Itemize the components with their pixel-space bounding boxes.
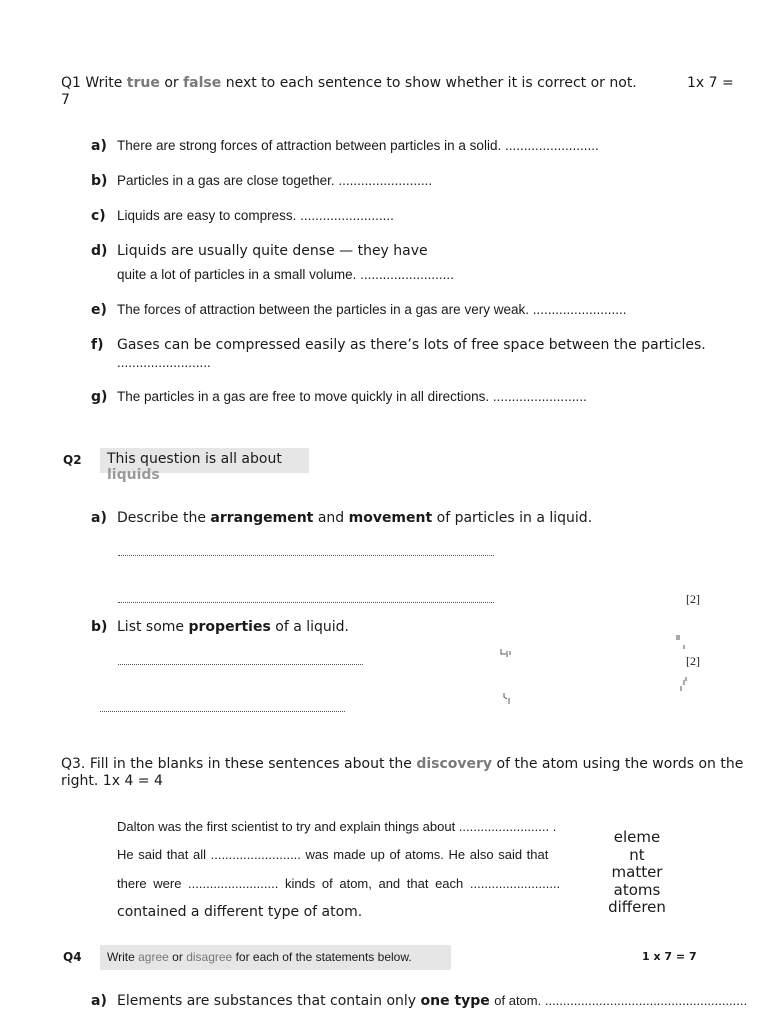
- q1-item-a-label: a): [91, 138, 107, 154]
- q4-a-label: a): [91, 993, 107, 1009]
- q1-item-g-label: g): [91, 389, 108, 405]
- q1-instruction: [61, 75, 637, 91]
- q2-b-answer-line-1[interactable]: [118, 664, 363, 665]
- q2-a-answer-line-1[interactable]: [118, 555, 494, 556]
- q4-banner-pre: Write: [107, 950, 135, 964]
- q1-word-true: true: [126, 75, 160, 91]
- q1-item-f-text: Gases can be compressed easily as there’s lots of free space between the particles.: [117, 337, 706, 353]
- q1-item-c-text: Liquids are easy to compress. .........................: [117, 208, 394, 223]
- q3-word-bank: [602, 829, 672, 917]
- q3-instruction: [61, 756, 743, 772]
- q4-label: Q4: [63, 950, 82, 964]
- scan-mark-2: [501, 691, 515, 707]
- q2-b-pre: List some: [117, 619, 185, 635]
- q2-a-pre: Describe the: [117, 510, 206, 526]
- q2-a-bold-arrangement: arrangement: [210, 510, 314, 526]
- q3-word-1: eleme: [613, 828, 661, 846]
- q3-head-pre: Q3. Fill in the blanks in these sentences about the: [61, 756, 412, 772]
- q2-banner: [100, 448, 309, 483]
- q2-label: Q2: [63, 453, 82, 467]
- q2-b-label: b): [91, 619, 108, 635]
- q2-b-text: [117, 619, 349, 635]
- q1-item-d-label: d): [91, 243, 108, 259]
- scan-mark-3: [674, 633, 688, 693]
- q1-item-b-text: Particles in a gas are close together. .........................: [117, 173, 433, 188]
- q3-word-3: matter: [611, 863, 663, 881]
- q2-a-answer-line-2[interactable]: [118, 602, 494, 603]
- q1-marks-wrap: 7: [61, 92, 70, 108]
- q2-a-post: of particles in a liquid.: [436, 510, 593, 526]
- q4-a-bold-one-type: one type: [420, 993, 490, 1009]
- q1-item-f-label: f): [91, 337, 104, 353]
- q1-item-c-label: c): [91, 208, 106, 224]
- q1-prefix: Q1 Write: [61, 75, 123, 91]
- q2-b-answer-line-2[interactable]: [100, 711, 345, 712]
- q2-a-marks: [2]: [686, 592, 700, 606]
- q1-item-b-label: b): [91, 173, 108, 189]
- q4-marks: 1 x 7 = 7: [642, 950, 697, 963]
- scan-mark-1: [498, 646, 514, 662]
- q4-banner-post: for each of the statements below.: [235, 950, 412, 964]
- q3-word-discovery: discovery: [416, 756, 493, 772]
- q2-b-post: of a liquid.: [275, 619, 349, 635]
- q3-sentence-2: He said that all ......................... was made up of atoms. He also said that: [117, 847, 549, 862]
- q1-word-false: false: [183, 75, 222, 91]
- q1-item-d-text: Liquids are usually quite dense — they have: [117, 243, 428, 259]
- q3-sentence-1: Dalton was the first scientist to try and explain things about ......................... .: [117, 819, 557, 834]
- q1-item-f-text2: .........................: [117, 355, 211, 370]
- q1-item-e-label: e): [91, 302, 107, 318]
- q4-banner: [100, 945, 451, 970]
- q2-b-marks: [2]: [686, 654, 700, 668]
- q2-a-text: [117, 510, 592, 526]
- q4-banner-text: [107, 950, 412, 964]
- q4-word-disagree: disagree: [186, 950, 233, 964]
- q1-marks: 1x 7 =: [687, 75, 734, 91]
- q2-banner-text: This question is all about: [107, 451, 282, 467]
- q1-item-g-text: The particles in a gas are free to move quickly in all directions. .........................: [117, 389, 587, 404]
- q3-sentence-3: there were ......................... kinds of atom, and that each .........................: [117, 876, 561, 891]
- q1-item-e-text: The forces of attraction between the particles in a gas are very weak. .........................: [117, 302, 627, 317]
- q4-a-text: [117, 993, 747, 1009]
- q1-item-a-text: There are strong forces of attraction between particles in a solid. .........................: [117, 138, 599, 153]
- q2-a-mid: and: [317, 510, 345, 526]
- q2-a-bold-movement: movement: [348, 510, 433, 526]
- q1-suffix: next to each sentence to show whether it is correct or not.: [225, 75, 637, 91]
- q4-banner-mid: or: [172, 950, 183, 964]
- q4-word-agree: agree: [138, 950, 169, 964]
- q4-a-post: of atom. ........................................................: [494, 993, 748, 1008]
- q4-a-pre: Elements are substances that contain only: [117, 993, 417, 1009]
- q3-word-5: differen: [608, 898, 666, 916]
- q3-word-2: nt: [629, 845, 645, 864]
- q2-a-label: a): [91, 510, 107, 526]
- q3-word-4: atoms: [613, 880, 661, 899]
- q1-mid: or: [164, 75, 179, 91]
- q3-sentence-4: contained a different type of atom.: [117, 904, 363, 920]
- q2-banner-cut: liquids: [107, 467, 160, 483]
- q3-head-post: of the atom using the words on the: [496, 756, 744, 772]
- q1-item-d-text2: quite a lot of particles in a small volume. .........................: [117, 267, 454, 282]
- q3-instruction-line2: right. 1x 4 = 4: [61, 773, 163, 789]
- q2-b-bold-properties: properties: [188, 619, 271, 635]
